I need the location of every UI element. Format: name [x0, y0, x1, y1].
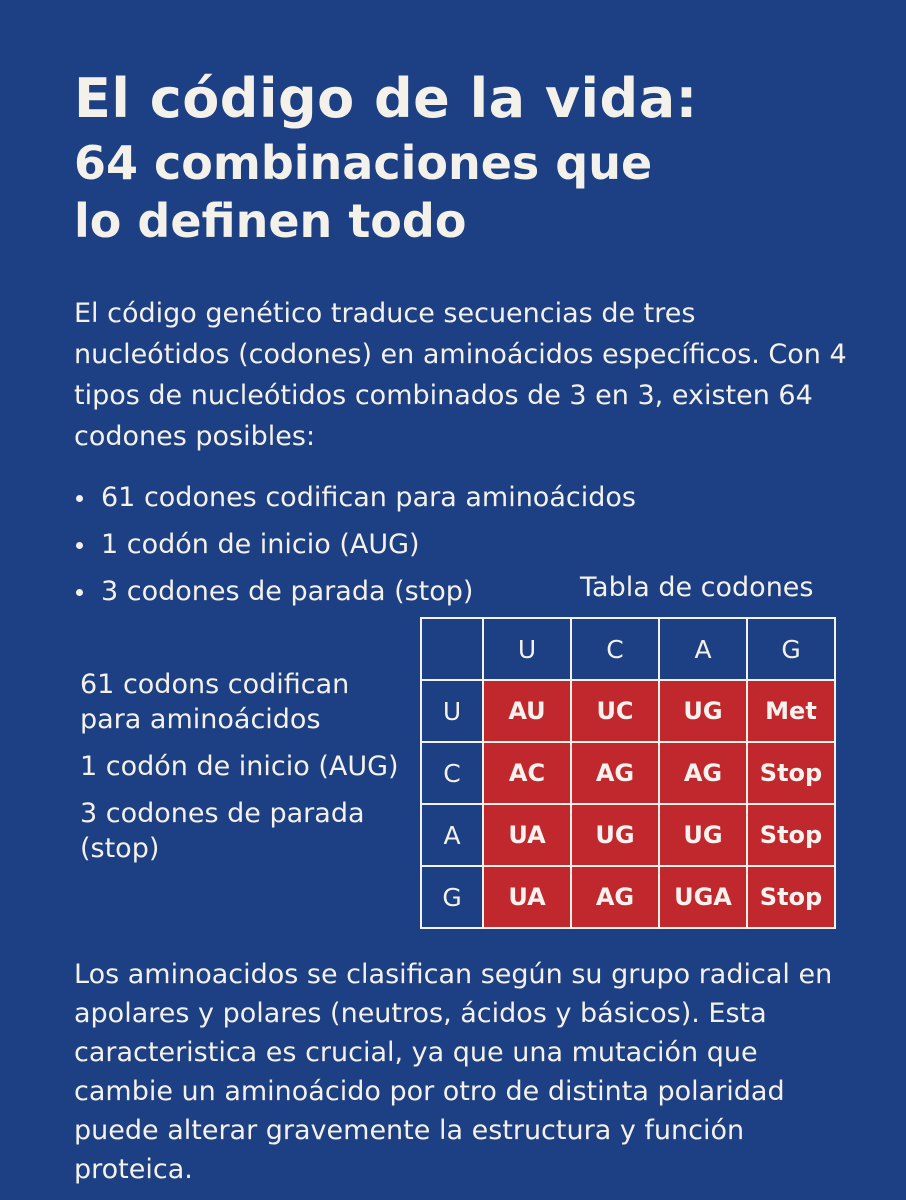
codon-cell: AU — [483, 680, 571, 742]
codon-cell: AC — [483, 742, 571, 804]
row-header: C — [421, 742, 483, 804]
page-title — [74, 67, 698, 248]
codon-cell: UG — [571, 804, 659, 866]
title-line-2: 64 combinaciones que — [74, 136, 653, 190]
codon-cell: UG — [659, 680, 747, 742]
codon-cell: UA — [483, 804, 571, 866]
codon-table-header-row — [421, 618, 835, 680]
codon-cell: UC — [571, 680, 659, 742]
codon-cell: AG — [659, 742, 747, 804]
column-header: A — [659, 618, 747, 680]
row-header: G — [421, 866, 483, 928]
bullet-list — [74, 474, 636, 615]
codon-cell: Stop — [747, 866, 835, 928]
codon-cell: UG — [659, 804, 747, 866]
codon-cell: AG — [571, 866, 659, 928]
title-line-3: lo definen todo — [74, 194, 467, 248]
codon-table-row — [421, 742, 835, 804]
codon-table-row — [421, 804, 835, 866]
codon-table-corner — [421, 618, 483, 680]
codon-cell: Met — [747, 680, 835, 742]
codon-cell: AG — [571, 742, 659, 804]
codon-table-row — [421, 680, 835, 742]
codon-cell: Stop — [747, 742, 835, 804]
bullet-item: 1 codón de inicio (AUG) — [74, 521, 636, 568]
bullet-item: 3 codones de parada (stop) — [74, 568, 636, 615]
codon-table-row — [421, 866, 835, 928]
column-header: G — [747, 618, 835, 680]
title-line-1: El código de la vida: — [74, 67, 698, 130]
codon-cell: UGA — [659, 866, 747, 928]
intro-paragraph: El código genético traduce secuencias de tres nucleótidos (codones) en aminoácidos específicos. Con 4 tipos de nucleótidos combinados de 3 en 3, existen 64 codones posibles: — [74, 298, 847, 452]
codon-table — [420, 617, 836, 929]
column-header: U — [483, 618, 571, 680]
side-list-item: 1 codón de inicio (AUG) — [80, 751, 399, 782]
closing-paragraph: Los aminoacidos se clasifican según su grupo radical en apolares y polares (neutros, ácidos y básicos). Esta caracteristica es crucial, ya que una mutación que cambie un aminoácido por otro de distinta polaridad puede alterar gravemente la estructura y función proteica. — [74, 959, 833, 1185]
bullet-item: 61 codones codifican para aminoácidos — [74, 474, 636, 521]
table-caption: Tabla de codones — [580, 572, 814, 603]
column-header: C — [571, 618, 659, 680]
side-list — [80, 667, 410, 878]
row-header: U — [421, 680, 483, 742]
side-list-item: 3 codones de parada (stop) — [80, 798, 365, 864]
codon-cell: UA — [483, 866, 571, 928]
row-header: A — [421, 804, 483, 866]
codon-cell: Stop — [747, 804, 835, 866]
side-list-item: 61 codons codifican para aminoácidos — [80, 669, 350, 735]
